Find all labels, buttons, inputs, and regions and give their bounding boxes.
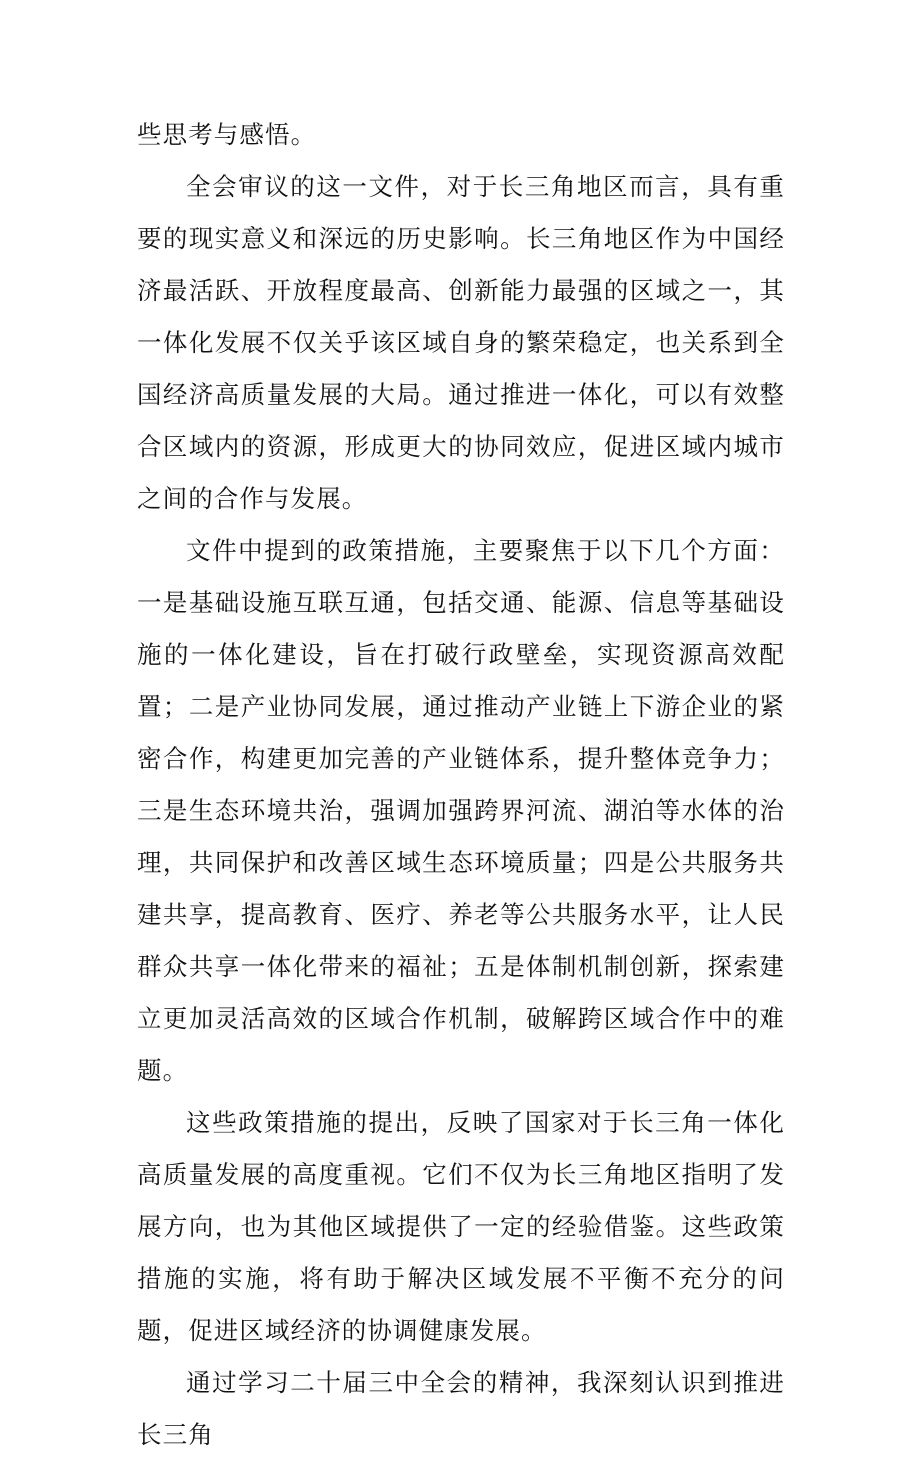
paragraph-national-emphasis: 这些政策措施的提出，反映了国家对于长三角一体化高质量发展的高度重视。它们不仅为长三角地区指明了发展方向，也为其他区域提供了一定的经验借鉴。这些政策措施的实施，将有助于解决区域发展不平衡不充分的问题，促进区域经济的协调健康发展。	[137, 1108, 785, 1345]
paragraph-continued: 些思考与感悟。	[137, 120, 317, 149]
paragraph-regional-significance: 全会审议的这一文件，对于长三角地区而言，具有重要的现实意义和深远的历史影响。长三角地区作为中国经济最活跃、开放程度最高、创新能力最强的区域之一，其一体化发展不仅关乎该区域自身的繁荣稳定，也关系到全国经济高质量发展的大局。通过推进一体化，可以有效整合区域内的资源，形成更大的协同效应，促进区域内城市之间的合作与发展。	[137, 172, 785, 513]
paragraph-study-reflection: 通过学习二十届三中全会的精神，我深刻认识到推进长三角	[137, 1368, 785, 1449]
document-body	[137, 109, 785, 1461]
paragraph-policy-measures: 文件中提到的政策措施，主要聚焦于以下几个方面：一是基础设施互联互通，包括交通、能源、信息等基础设施的一体化建设，旨在打破行政壁垒，实现资源高效配置；二是产业协同发展，通过推动产业链上下游企业的紧密合作，构建更加完善的产业链体系，提升整体竞争力；三是生态环境共治，强调加强跨界河流、湖泊等水体的治理，共同保护和改善区域生态环境质量；四是公共服务共建共享，提高教育、医疗、养老等公共服务水平，让人民群众共享一体化带来的福祉；五是体制机制创新，探索建立更加灵活高效的区域合作机制，破解跨区域合作中的难题。	[137, 536, 785, 1085]
